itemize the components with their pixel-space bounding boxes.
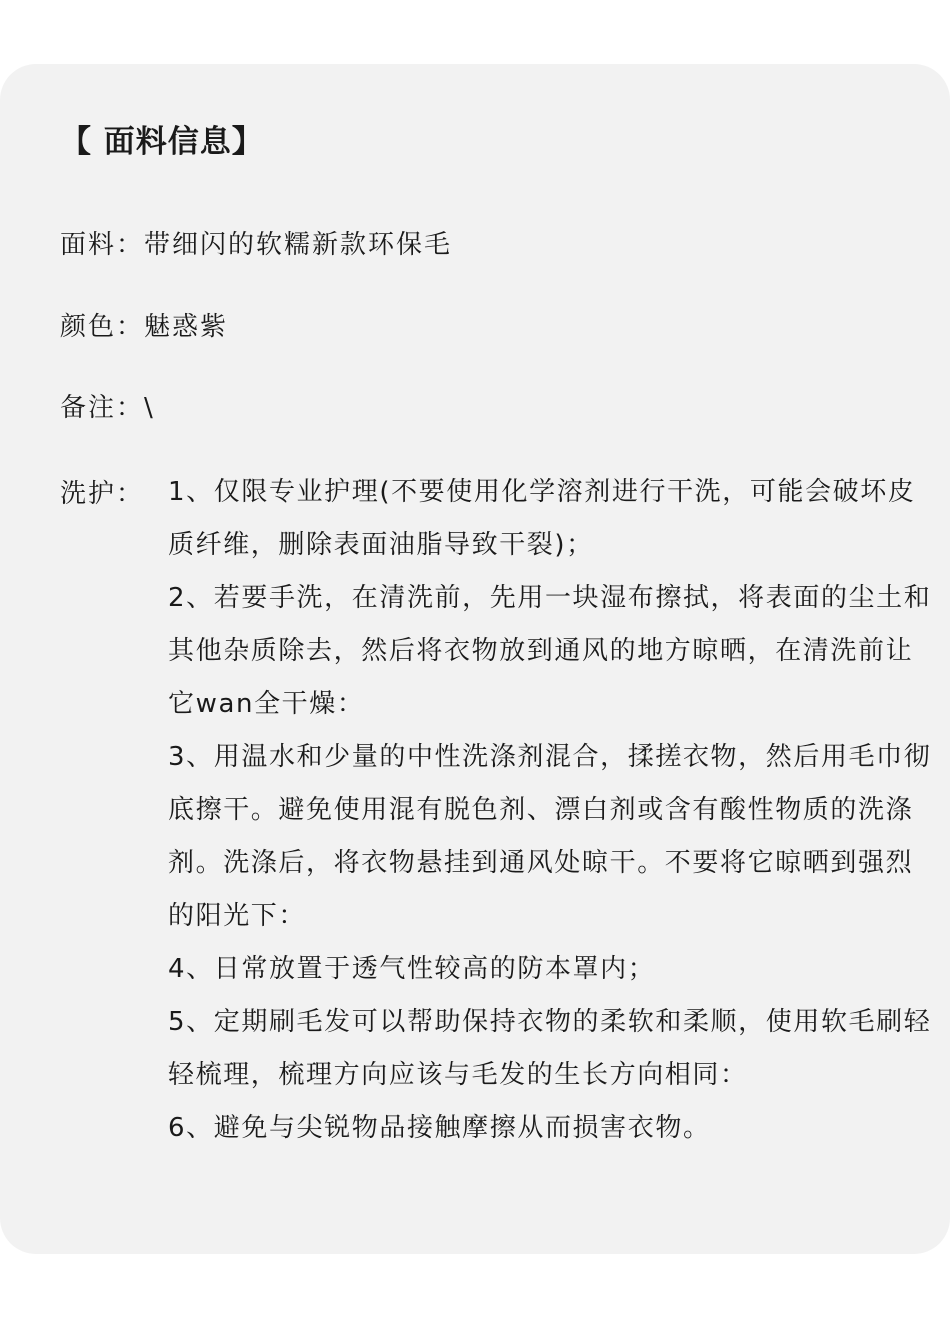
care-item-2: 2、若要手洗，在清洗前，先用一块湿布擦拭，将表面的尘土和其他杂质除去，然后将衣物放到通风的地方晾晒，在清洗前让它wan全干燥： [168,583,932,719]
care-item-6: 6、避免与尖锐物品接触摩擦从而损害衣物。 [168,1113,711,1143]
color-label: 颜色： [60,312,145,342]
section-title: 【 面料信息】 [60,124,264,160]
fabric-value: 带细闪的软糯新款环保毛 [144,230,453,260]
care-item-4: 4、日常放置于透气性较高的防本罩内； [168,954,656,984]
care-item-3: 3、用温水和少量的中性洗涤剂混合，揉搓衣物，然后用毛巾彻底擦干。避免使用混有脱色剂、漂白剂或含有酸性物质的洗涤剂。洗涤后，将衣物悬挂到通风处晾干。不要将它晾晒到强烈的阳光下： [168,742,932,931]
note-row [60,388,155,428]
color-value: 魅惑紫 [144,312,229,342]
color-row [60,307,228,347]
fabric-row [60,225,452,265]
note-value: \ [144,393,155,423]
fabric-label: 面料： [60,230,145,260]
care-list [168,466,938,1155]
care-label: 洗护： [60,479,145,509]
care-item-5: 5、定期刷毛发可以帮助保持衣物的柔软和柔顺，使用软毛刷轻轻梳理，梳理方向应该与毛发的生长方向相同： [168,1007,932,1090]
note-label: 备注： [60,393,145,423]
care-item-1: 1、仅限专业护理(不要使用化学溶剂进行干洗，可能会破坏皮质纤维，删除表面油脂导致干裂)； [168,477,916,560]
